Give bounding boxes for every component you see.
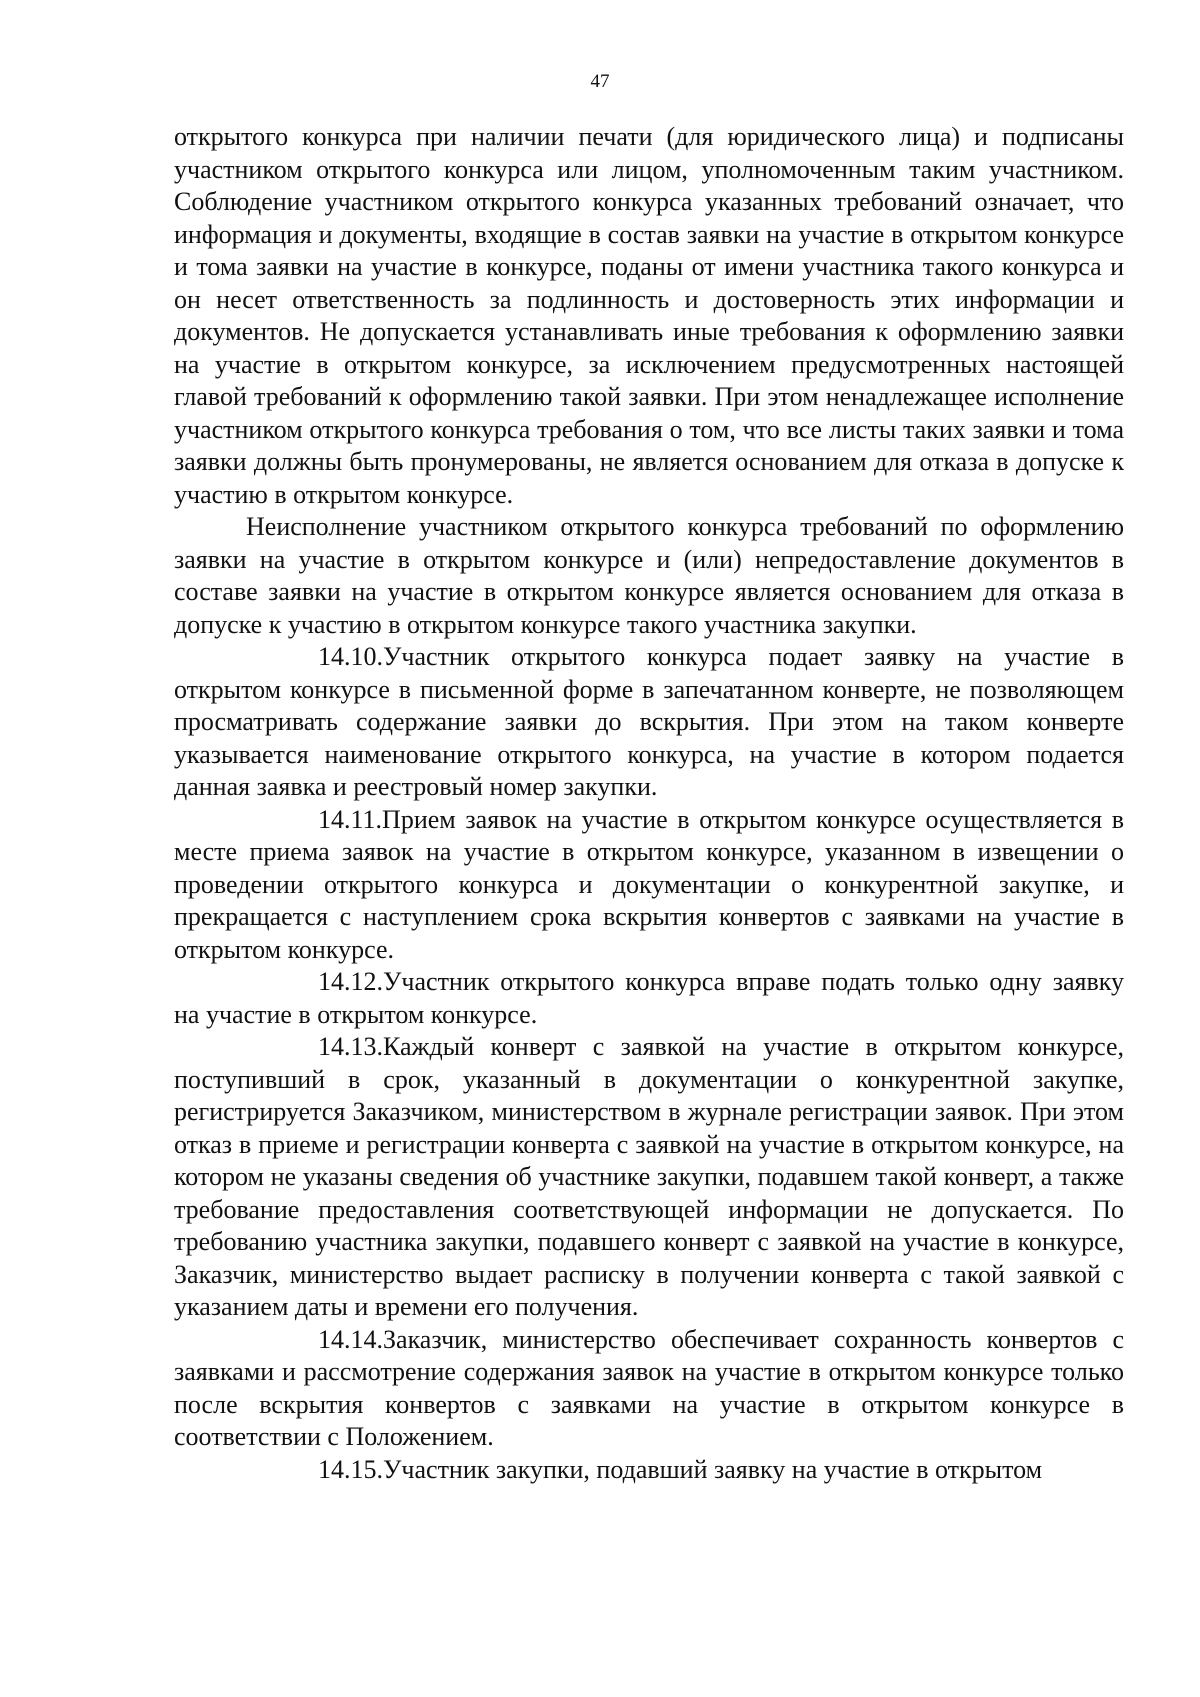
paragraph-text: Участник открытого конкурса подает заявку на участие в открытом конкурсе в письменной форме в запечатанном конверте, не позволяющем просматривать содержание заявки до вскрытия. При этом на таком конверте указывается наименование открытого конкурса, на участие в котором подается данная заявка и реестровый номер закупки. (174, 642, 1124, 801)
paragraph-14-13 (174, 1031, 1124, 1324)
paragraph-14-10 (174, 641, 1124, 804)
paragraph-nonfulfillment (174, 511, 1124, 641)
paragraph-14-11 (174, 804, 1124, 967)
clause-number: 14.13. (318, 1032, 383, 1061)
paragraph-text: Участник открытого конкурса вправе подать только одну заявку на участие в открытом конкурсе. (174, 967, 1124, 1029)
clause-number: 14.15. (318, 1454, 383, 1484)
clause-number: 14.11. (318, 804, 383, 834)
clause-number: 14.10. (318, 642, 383, 671)
paragraph-text: Заказчик, министерство обеспечивает сохранность конвертов с заявками и рассмотрение содержания заявок на участие в открытом конкурсе только после вскрытия конвертов с заявками на участие в открытом конкурсе в соответствии с Положением. (174, 1324, 1124, 1451)
paragraph-14-14 (174, 1324, 1124, 1454)
paragraph-text: Неисполнение участником открытого конкурса требований по оформлению заявки на участие в открытом конкурсе и (или) непредоставление документов в составе заявки на участие в открытом конкурсе является основанием для отказа в допуске к участию в открытом конкурсе такого участника закупки. (174, 512, 1124, 639)
clause-number: 14.12. (318, 967, 383, 996)
paragraph-continuation (174, 121, 1124, 511)
paragraph-14-15 (174, 1454, 1124, 1487)
page-number: 47 (590, 71, 610, 92)
paragraph-text: Участник закупки, подавший заявку на участие в открытом (383, 1454, 1043, 1484)
paragraph-text: Прием заявок на участие в открытом конкурсе осуществляется в месте приема заявок на участие в открытом конкурсе, указанном в извещении о проведении открытого конкурса и документации о конкурентной закупке, и прекращается с наступлением срока вскрытия конвертов с заявками на участие в открытом конкурсе. (174, 804, 1124, 964)
clause-number: 14.14. (318, 1324, 383, 1354)
paragraph-text: Каждый конверт с заявкой на участие в открытом конкурсе, поступивший в срок, указанный в документации о конкурентной закупке, регистрируется Заказчиком, министерством в журнале регистрации заявок. При этом отказ в приеме и регистрации конверта с заявкой на участие в открытом конкурсе, на котором не указаны сведения об участнике закупки, подавшем такой конверт, а также требование предоставления соответствующей информации не допускается. По требованию участника закупки, подавшего конверт с заявкой на участие в конкурсе, Заказчик, министерство выдает расписку в получении конверта с такой заявкой с указанием даты и времени его получения. (174, 1032, 1124, 1321)
paragraph-text: открытого конкурса при наличии печати (для юридического лица) и подписаны участником открытого конкурса или лицом, уполномоченным таким участником. Соблюдение участником открытого конкурса указанных требований означает, что информация и документы, входящие в состав заявки на участие в открытом конкурсе и тома заявки на участие в конкурсе, поданы от имени участника такого конкурса и он несет ответственность за подлинность и достоверность этих информации и документов. Не допускается устанавливать иные требования к оформлению заявки на участие в открытом конкурсе, за исключением предусмотренных настоящей главой требований к оформлению такой заявки. При этом ненадлежащее исполнение участником открытого конкурса требования о том, что все листы таких заявки и тома заявки должны быть пронумерованы, не является основанием для отказа в допуске к участию в открытом конкурсе. (174, 122, 1124, 509)
paragraph-14-12 (174, 966, 1124, 1031)
document-body (174, 121, 1124, 1486)
